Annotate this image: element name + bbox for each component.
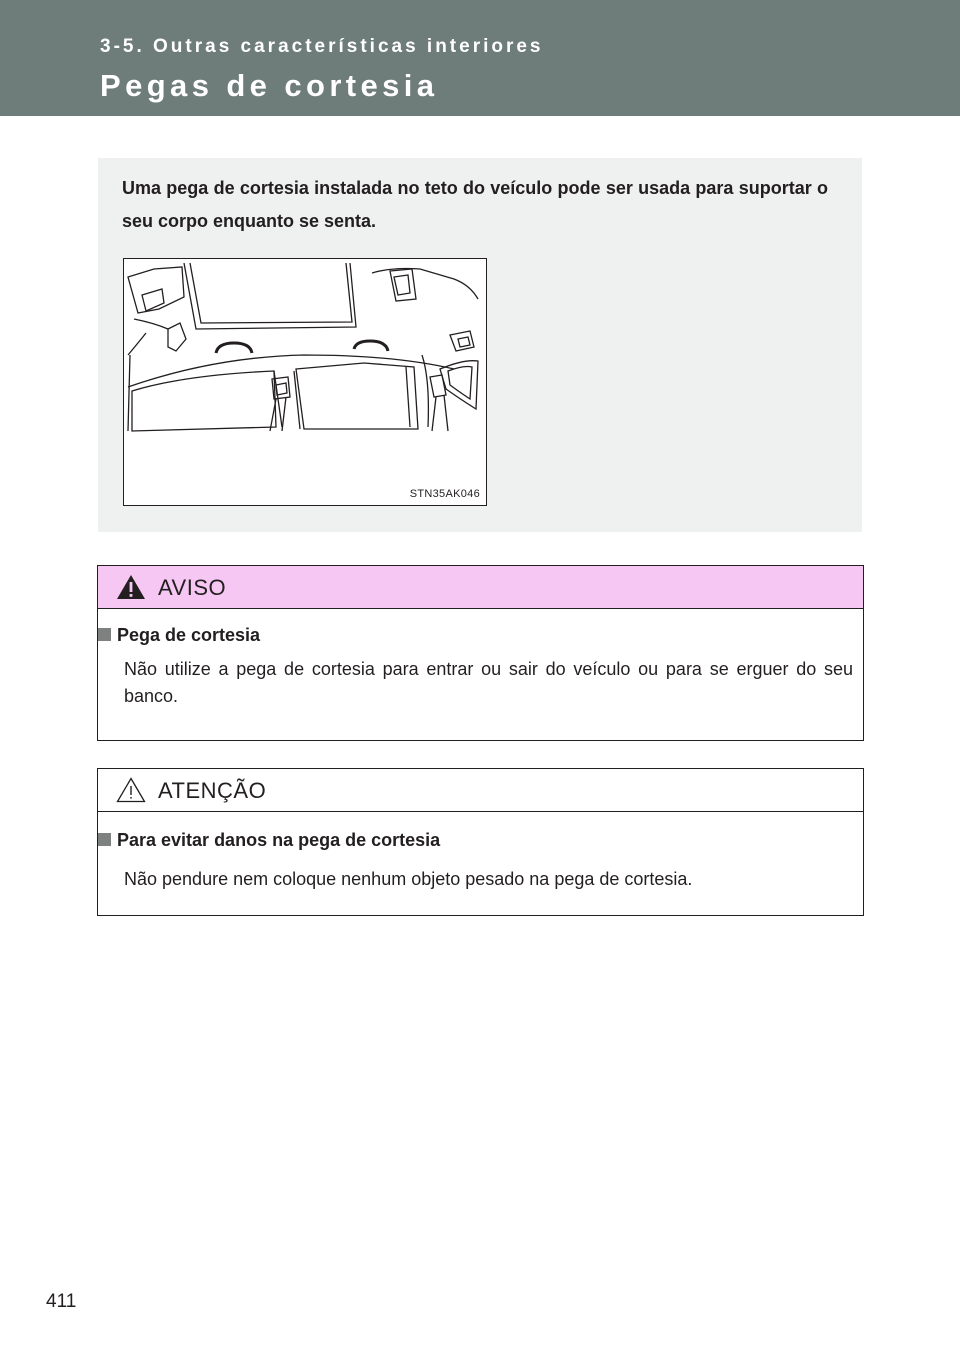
warning-header	[98, 566, 863, 609]
page-title: Pegas de cortesia	[100, 68, 439, 103]
figure-code: STN35AK046	[409, 488, 480, 500]
caution-subheading	[98, 830, 440, 851]
caution-triangle-icon	[116, 777, 146, 803]
caution-body: Não pendure nem coloque nenhum objeto pesado na pega de cortesia.	[124, 869, 693, 889]
assist-grip-illustration	[123, 258, 487, 506]
intro-box	[98, 158, 862, 532]
caution-title: ATENÇÃO	[158, 778, 267, 803]
caution-subheading-label: Para evitar danos na pega de cortesia	[117, 830, 441, 850]
intro-text: Uma pega de cortesia instalada no teto do veículo pode ser usada para suportar o seu corpo enquanto se senta.	[122, 178, 828, 231]
warning-subheading-label: Pega de cortesia	[117, 625, 261, 645]
square-bullet-icon	[98, 628, 111, 641]
square-bullet-icon	[98, 833, 111, 846]
page-header	[0, 0, 960, 116]
vehicle-ceiling-drawing	[124, 259, 486, 505]
warning-notice	[97, 565, 864, 741]
section-label: 3-5. Outras características interiores	[100, 36, 544, 57]
caution-notice	[97, 768, 864, 916]
warning-subheading	[98, 625, 260, 646]
caution-header	[98, 769, 863, 812]
page-number: 411	[46, 1291, 77, 1312]
warning-body: Não utilize a pega de cortesia para entrar ou sair do veículo ou para se erguer do seu banco.	[124, 659, 853, 706]
warning-title: AVISO	[158, 575, 227, 600]
warning-triangle-icon	[116, 574, 146, 600]
